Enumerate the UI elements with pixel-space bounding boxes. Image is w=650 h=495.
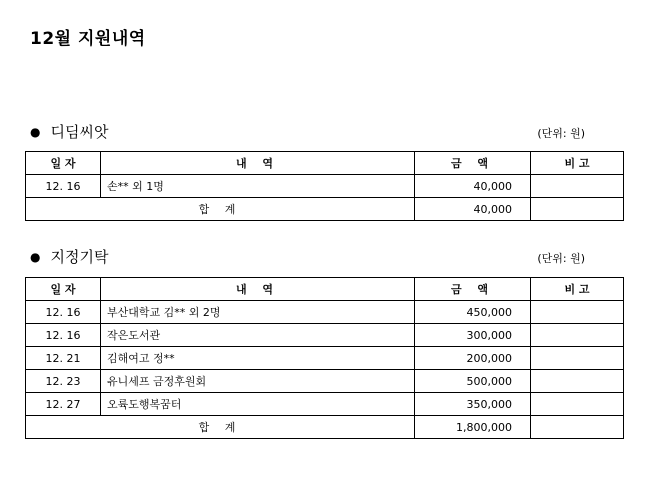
total-note bbox=[531, 416, 624, 439]
row-desc: 오륙도행복꿈터 bbox=[101, 393, 415, 416]
row-desc: 김해여고 정** bbox=[101, 347, 415, 370]
table-header-row bbox=[26, 152, 624, 175]
header-amount: 금 액 bbox=[415, 278, 531, 301]
table-row bbox=[26, 370, 624, 393]
section-heading-didim bbox=[30, 121, 108, 142]
table-row bbox=[26, 301, 624, 324]
total-note bbox=[531, 198, 624, 221]
total-row bbox=[26, 416, 624, 439]
support-table-jijeong bbox=[25, 277, 624, 439]
row-amount: 350,000 bbox=[415, 393, 531, 416]
header-note: 비 고 bbox=[531, 278, 624, 301]
row-note bbox=[531, 370, 624, 393]
table-row bbox=[26, 324, 624, 347]
row-amount: 200,000 bbox=[415, 347, 531, 370]
bullet-icon: ● bbox=[30, 249, 41, 264]
row-desc: 작은도서관 bbox=[101, 324, 415, 347]
row-amount: 500,000 bbox=[415, 370, 531, 393]
section-title: 지정기탁 bbox=[50, 248, 109, 266]
header-desc: 내 역 bbox=[101, 278, 415, 301]
table-row bbox=[26, 393, 624, 416]
unit-label: (단위: 원) bbox=[537, 127, 585, 140]
row-date: 12. 23 bbox=[26, 370, 101, 393]
total-label: 합 계 bbox=[26, 198, 415, 221]
row-amount: 40,000 bbox=[415, 175, 531, 198]
table-row bbox=[26, 347, 624, 370]
row-desc: 부산대학교 김** 외 2명 bbox=[101, 301, 415, 324]
table-header-row bbox=[26, 278, 624, 301]
total-row bbox=[26, 198, 624, 221]
total-label: 합 계 bbox=[26, 416, 415, 439]
row-date: 12. 16 bbox=[26, 175, 101, 198]
row-note bbox=[531, 324, 624, 347]
row-date: 12. 27 bbox=[26, 393, 101, 416]
row-note bbox=[531, 301, 624, 324]
row-desc: 손** 외 1명 bbox=[101, 175, 415, 198]
row-amount: 300,000 bbox=[415, 324, 531, 347]
row-date: 12. 16 bbox=[26, 301, 101, 324]
row-desc: 유니세프 금정후원회 bbox=[101, 370, 415, 393]
total-amount: 1,800,000 bbox=[415, 416, 531, 439]
row-date: 12. 21 bbox=[26, 347, 101, 370]
row-note bbox=[531, 175, 624, 198]
header-note: 비 고 bbox=[531, 152, 624, 175]
header-date: 일 자 bbox=[26, 152, 101, 175]
page-title: 12월 지원내역 bbox=[30, 29, 146, 49]
section-heading-jijeong bbox=[30, 246, 108, 267]
row-note bbox=[531, 393, 624, 416]
header-date: 일 자 bbox=[26, 278, 101, 301]
row-date: 12. 16 bbox=[26, 324, 101, 347]
support-table-didim bbox=[25, 151, 624, 221]
row-amount: 450,000 bbox=[415, 301, 531, 324]
section-title: 디딤씨앗 bbox=[50, 123, 109, 141]
row-note bbox=[531, 347, 624, 370]
header-amount: 금 액 bbox=[415, 152, 531, 175]
total-amount: 40,000 bbox=[415, 198, 531, 221]
unit-label: (단위: 원) bbox=[537, 252, 585, 265]
table-row bbox=[26, 175, 624, 198]
header-desc: 내 역 bbox=[101, 152, 415, 175]
bullet-icon: ● bbox=[30, 124, 41, 139]
